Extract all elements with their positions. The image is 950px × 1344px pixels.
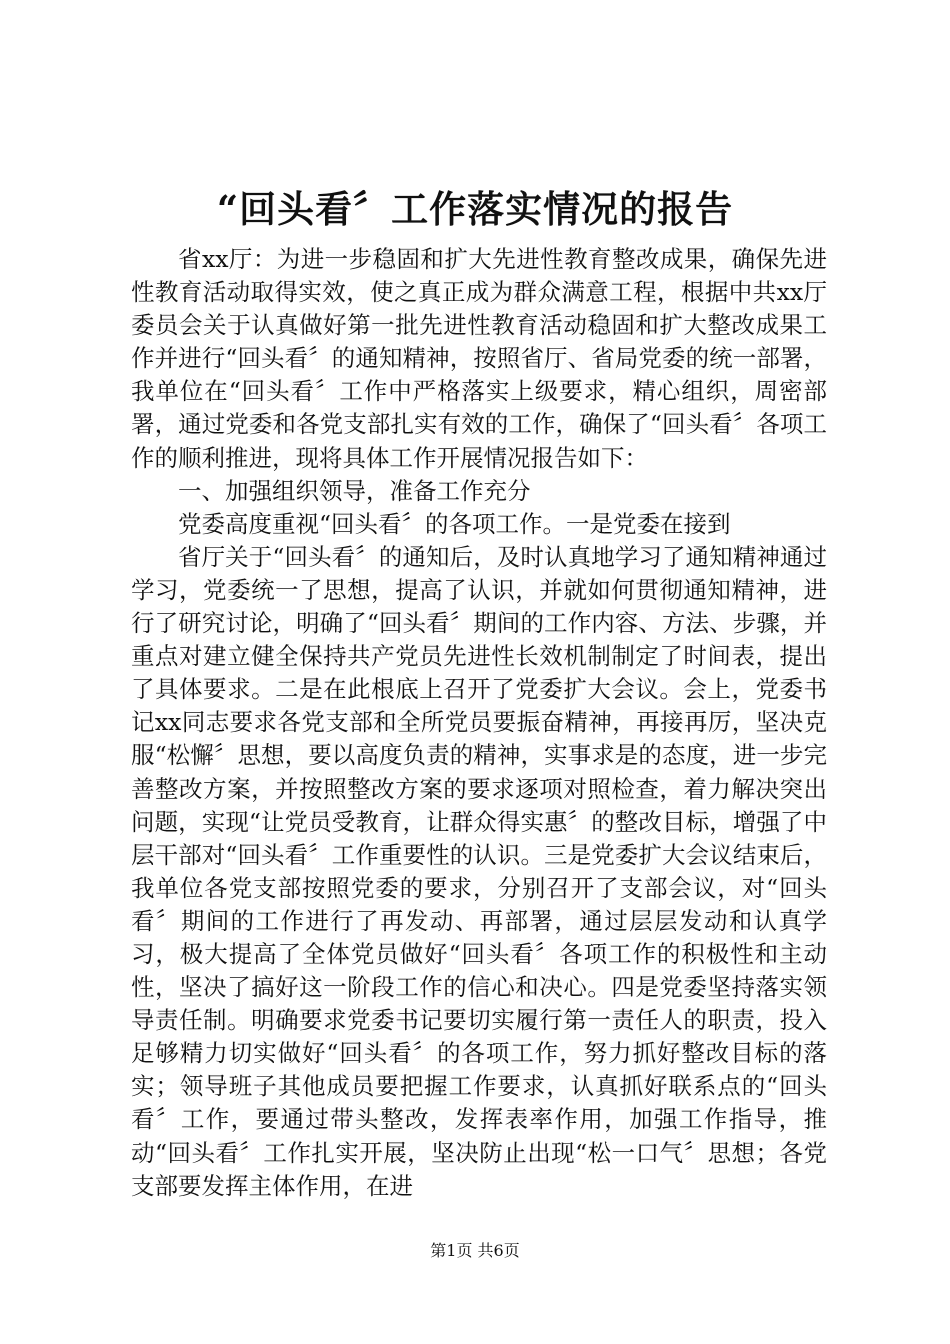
document-body [131,243,827,1203]
document-title: “回头看〞工作落实情况的报告 [216,187,734,231]
paragraph-lead: 党委高度重视“回头看〞的各项工作。一是党委在接到 [178,509,731,538]
section-heading-1: 一、加强组织领导，准备工作充分 [178,476,531,505]
paragraph-intro: 省xx厅：为进一步稳固和扩大先进性教育整改成果，确保先进性教育活动取得实效，使之真正成为群众满意工程，根据中共xx厅委员会关于认真做好第一批先进性教育活动稳固和扩大整改成果工作并进行“回头看〞的通知精神，按照省厅、省局党委的统一部署，我单位在“回头看〞工作中严格落实上级要求，精心组织，周密部署，通过党委和各党支部扎实有效的工作，确保了“回头看〞各项工作的顺利推进，现将具体工作开展情况报告如下： [131,245,827,472]
page-number-footer: 第1页 共6页 [430,1241,520,1260]
paragraph-main: 省厅关于“回头看〞的通知后，及时认真地学习了通知精神通过学习，党委统一了思想，提高了认识，并就如何贯彻通知精神，进行了研究讨论，明确了“回头看〞期间的工作内容、方法、步骤，并重点对建立健全保持共产党员先进性长效机制制定了时间表，提出了具体要求。二是在此根底上召开了党委扩大会议。会上，党委书记xx同志要求各党支部和全所党员要振奋精神，再接再厉，坚决克服“松懈〞思想，要以高度负责的精神，实事求是的态度，进一步完善整改方案，并按照整改方案的要求逐项对照检查，着力解决突出问题，实现“让党员受教育，让群众得实惠〞的整改目标，增强了中层干部对“回头看〞工作重要性的认识。三是党委扩大会议结束后，我单位各党支部按照党委的要求，分别召开了支部会议，对“回头看〞期间的工作进行了再发动、再部署，通过层层发动和认真学习，极大提高了全体党员做好“回头看〞各项工作的积极性和主动性，坚决了搞好这一阶段工作的信心和决心。四是党委坚持落实领导责任制。明确要求党委书记要切实履行第一责任人的职责，投入足够精力切实做好“回头看〞的各项工作，努力抓好整改目标的落实；领导班子其他成员要把握工作要求，认真抓好联系点的“回头看〞工作，要通过带头整改，发挥表率作用，加强工作指导，推动“回头看〞工作扎实开展，坚决防止出现“松一口气〞思想；各党支部要发挥主体作用，在进 [131,542,827,1200]
